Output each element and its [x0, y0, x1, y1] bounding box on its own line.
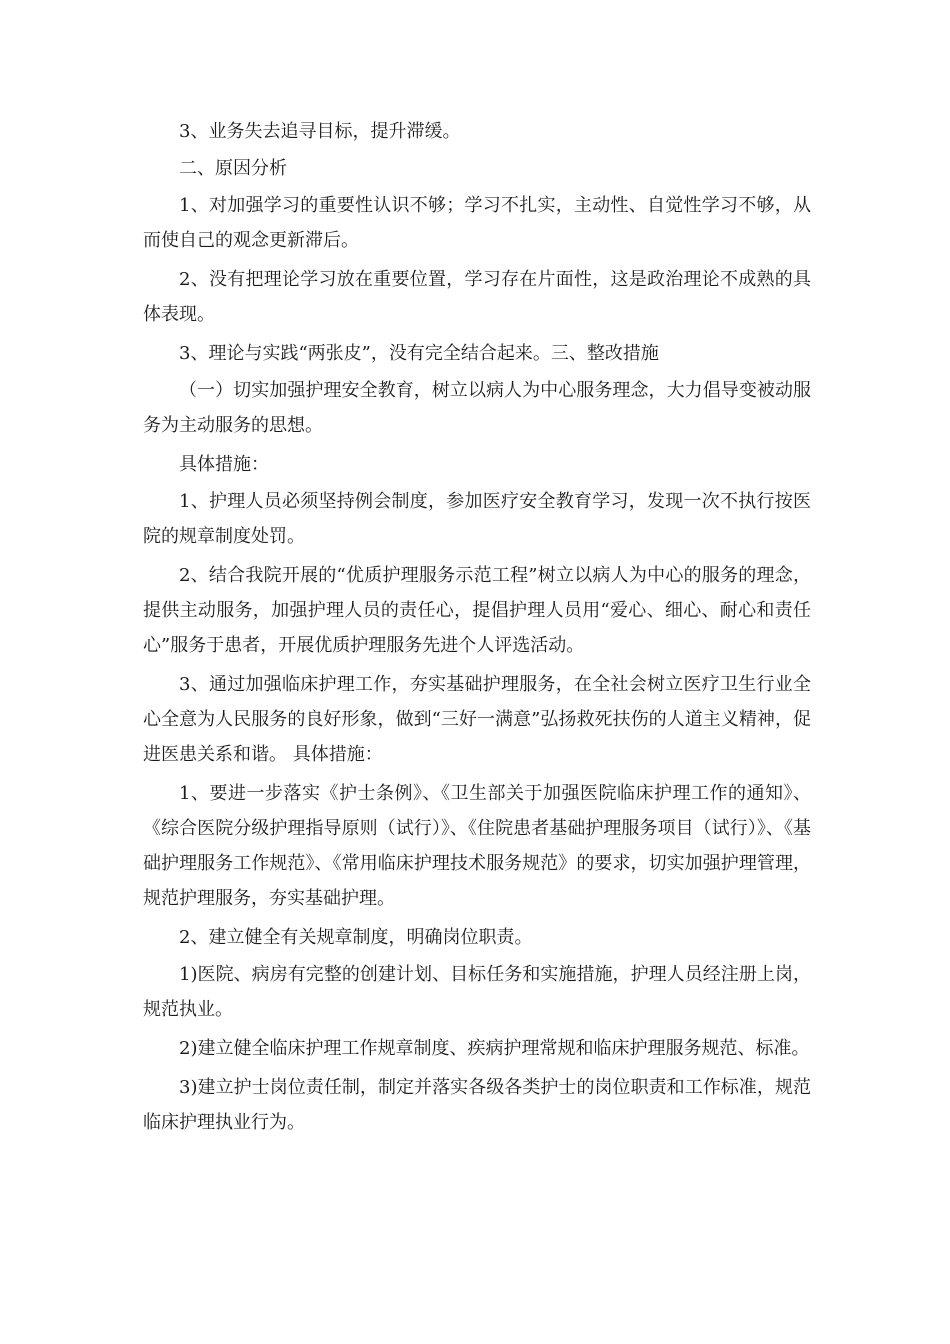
- section-heading: 二、原因分析: [179, 158, 287, 179]
- paragraph: 3、业务失去追寻目标，提升滞缓。: [179, 121, 461, 142]
- paragraph: 3、通过加强临床护理工作，夯实基础护理服务，在全社会树立医疗卫生行业全心全意为人民服务的良好形象，做到“三好一满意”弘扬救死扶伤的人道主义精神，促进医患关系和谐。 具体措施：: [143, 674, 811, 765]
- paragraph: 2、结合我院开展的“优质护理服务示范工程”树立以病人为中心的服务的理念，提供主动服务，加强护理人员的责任心，提倡护理人员用“爱心、细心、耐心和责任心”服务于患者，开展优质护理服务先进个人评选活动。: [143, 565, 811, 656]
- paragraph: 2、没有把理论学习放在重要位置，学习存在片面性，这是政治理论不成熟的具体表现。: [143, 269, 811, 325]
- paragraph: 1、要进一步落实《护士条例》、《卫生部关于加强医院临床护理工作的通知》、《综合医院分级护理指导原则（试行）》、《住院患者基础护理服务项目（试行）》、《基础护理服务工作规范》、《常用临床护理技术服务规范》的要求，切实加强护理管理，规范护理服务，夯实基础护理。: [143, 783, 811, 909]
- document-body: [143, 114, 811, 1144]
- paragraph: 3)建立护士岗位责任制，制定并落实各级各类护士的岗位职责和工作标准，规范临床护理执业行为。: [143, 1077, 811, 1133]
- paragraph: 具体措施：: [179, 454, 269, 475]
- paragraph: 1、对加强学习的重要性认识不够；学习不扎实，主动性、自觉性学习不够，从而使自己的观念更新滞后。: [143, 195, 811, 251]
- paragraph: 1、护理人员必须坚持例会制度，参加医疗安全教育学习，发现一次不执行按医院的规章制度处罚。: [143, 491, 811, 547]
- paragraph: 2、建立健全有关规章制度，明确岗位职责。: [179, 927, 533, 948]
- paragraph: 3、理论与实践“两张皮”，没有完全结合起来。三、整改措施: [179, 343, 659, 364]
- paragraph: 2)建立健全临床护理工作规章制度、疾病护理常规和临床护理服务规范、标准。: [179, 1038, 810, 1059]
- paragraph: （一）切实加强护理安全教育，树立以病人为中心服务理念，大力倡导变被动服务为主动服务的思想。: [143, 380, 811, 436]
- paragraph: 1)医院、病房有完整的创建计划、目标任务和实施措施，护理人员经注册上岗，规范执业。: [143, 964, 811, 1020]
